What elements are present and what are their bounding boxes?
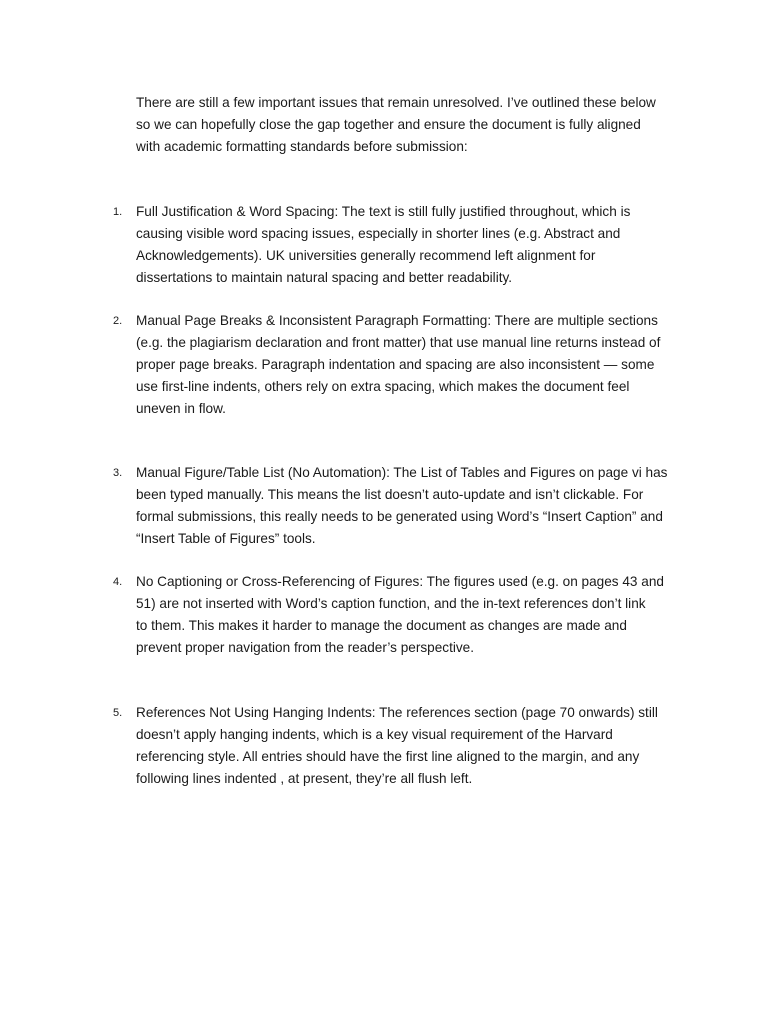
list-item-line: References Not Using Hanging Indents: The references section (page 70 onwards) still bbox=[136, 705, 658, 720]
list-item-line: uneven in flow. bbox=[136, 401, 226, 416]
list-item-line: use first-line indents, others rely on extra spacing, which makes the document feel bbox=[136, 379, 630, 394]
list-item-line: prevent proper navigation from the reader’s perspective. bbox=[136, 640, 475, 655]
list-item-line: causing visible word spacing issues, especially in shorter lines (e.g. Abstract and bbox=[136, 226, 621, 241]
intro-line: so we can hopefully close the gap together and ensure the document is fully aligned bbox=[136, 117, 641, 132]
list-item-line: to them. This makes it harder to manage the document as changes are made and bbox=[136, 618, 627, 633]
list-item-line: No Captioning or Cross-Referencing of Figures: The figures used (e.g. on pages 43 and bbox=[136, 574, 664, 589]
list-item-line: Full Justification & Word Spacing: The text is still fully justified throughout, which is bbox=[136, 204, 631, 219]
list-item-line: 51) are not inserted with Word’s caption function, and the in-text references don’t link bbox=[136, 596, 646, 611]
list-item-line: dissertations to maintain natural spacing and better readability. bbox=[136, 270, 513, 285]
list-item-line: Manual Figure/Table List (No Automation): The List of Tables and Figures on page vi has bbox=[136, 465, 668, 480]
list-item-number: 4. bbox=[113, 576, 123, 588]
list-item-line: referencing style. All entries should have the first line aligned to the margin, and any bbox=[136, 749, 640, 764]
list-item-number: 1. bbox=[113, 206, 123, 218]
list-item-number: 2. bbox=[113, 315, 123, 327]
list-item-line: following lines indented , at present, they’re all flush left. bbox=[136, 771, 473, 786]
list-item-number: 5. bbox=[113, 707, 123, 719]
list-item-line: “Insert Table of Figures” tools. bbox=[136, 531, 316, 546]
list-item-line: Manual Page Breaks & Inconsistent Paragraph Formatting: There are multiple sections bbox=[136, 313, 658, 328]
list-item-line: doesn’t apply hanging indents, which is a key visual requirement of the Harvard bbox=[136, 727, 613, 742]
list-item-line: proper page breaks. Paragraph indentation and spacing are also inconsistent — some bbox=[136, 357, 655, 372]
intro-line: There are still a few important issues that remain unresolved. I’ve outlined these below bbox=[136, 95, 656, 110]
intro-line: with academic formatting standards before submission: bbox=[136, 139, 468, 154]
list-item-line: (e.g. the plagiarism declaration and front matter) that use manual line returns instead of bbox=[136, 335, 661, 350]
list-item-number: 3. bbox=[113, 467, 123, 479]
list-item-line: been typed manually. This means the list doesn’t auto-update and isn’t clickable. For bbox=[136, 487, 644, 502]
list-item-line: Acknowledgements). UK universities generally recommend left alignment for bbox=[136, 248, 596, 263]
list-item-line: formal submissions, this really needs to be generated using Word’s “Insert Caption” and bbox=[136, 509, 663, 524]
